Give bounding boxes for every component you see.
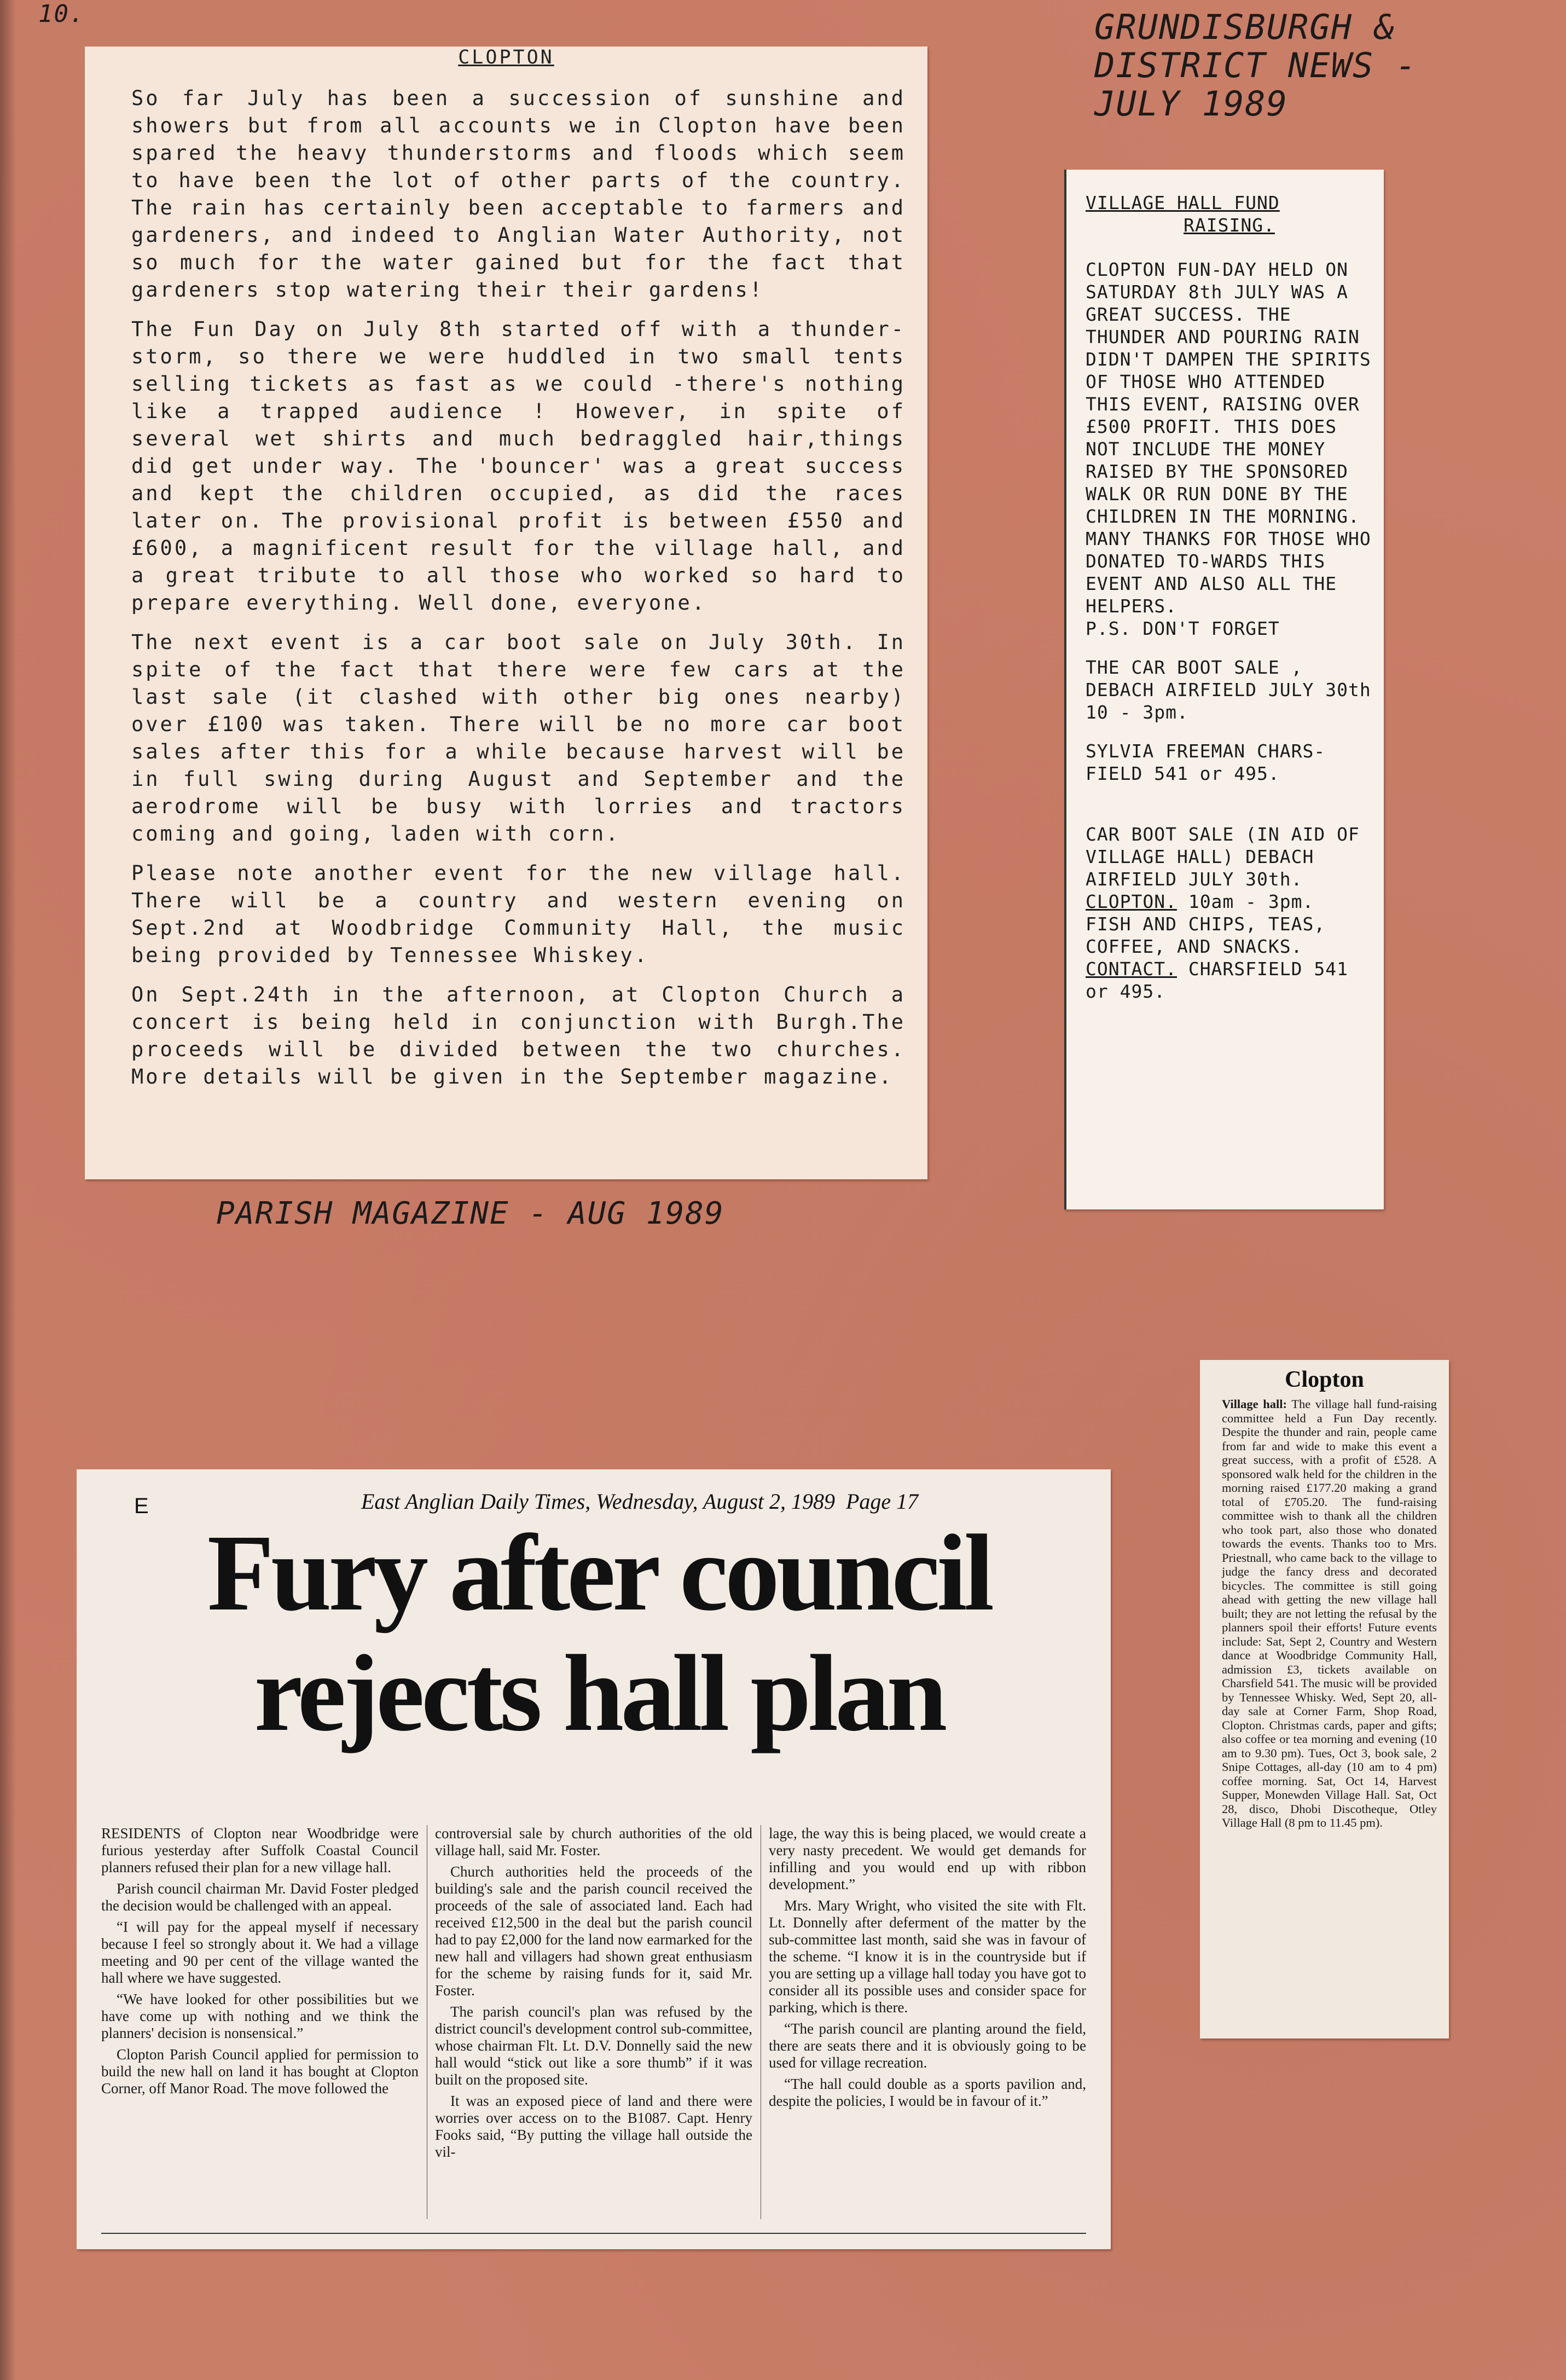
article-body [131,85,906,1103]
fund-food-line: FISH AND CHIPS, TEAS, COFFEE, AND SNACKS. [1086,913,1326,957]
news-paragraph: Parish council chairman Mr. David Foster pledged the decision would be challenged with an appeal. [101,1880,419,1914]
small-clip-title: Clopton [1285,1367,1364,1392]
news-paragraph: RESIDENTS of Clopton near Woodbridge were furious yesterday after Suffolk Coastal Council planners refused their plan for a new village hall. [101,1825,419,1875]
article-paragraph: Please note another event for the new village hall. There will be a country and western evening on Sept.2nd at Woodbridge Community Hall, the music being provided by Tennessee Whiskey. [131,861,906,967]
small-clopton-clipping [1200,1360,1449,2039]
fund-raising-clipping [1064,170,1384,1209]
article-title: CLOPTON [458,47,554,68]
news-paragraph: lage, the way this is being placed, we would create a very nasty precedent. We would get demands for infilling and you would end up with ribbon development.” [769,1825,1086,1892]
header-line-1: GRUNDISBURGH & [1094,7,1396,47]
fund-paragraph: CAR BOOT SALE (IN AID OF VILLAGE HALL) DEBACH AIRFIELD JULY 30th. [1086,824,1360,890]
fund-contact-line [1086,958,1373,1003]
fund-clopton-text: 10am - 3pm. [1176,891,1314,912]
parish-magazine-caption: PARISH MAGAZINE - AUG 1989 [216,1196,724,1231]
page-number: 10. [38,0,85,28]
headline-line-1: Fury after council [207,1513,991,1634]
edition-letter: E [134,1494,149,1518]
fund-contact-label: CONTACT. [1086,958,1177,980]
fund-heading-line-2: RAISING. [1184,215,1275,236]
article-paragraph: The Fun Day on July 8th started off with a thunder-storm, so there we were huddled in two small tents selling tickets as fast as we could -there's nothing like a trapped audience ! However, in spite of several wet shirts and much bedraggled hair,things did get under way. The 'bouncer' was a great success and kept the children occupied, as did the races later on. The provisional profit is between £550 and £600, a magnificent result for the village hall, and a great tribute to all those who worked so hard to prepare everything. Well done, everyone. [131,317,906,615]
article-paragraph: So far July has been a succession of sunshine and showers but from all accounts we in Clopton have been spared the heavy thunderstorms and floods which seem to have been the lot of other parts of the country. The rain has certainly been acceptable to farmers and gardeners, and indeed to Anglian Water Authority, not so much for the water gained but for the fact that gardeners stop watering their their gardens! [131,86,906,302]
headline-line-2: rejects hall plan [254,1633,944,1754]
news-paragraph: Church authorities held the proceeds of the building's sale and the parish council received the proceeds of the sale of associated land. Each had received £12,500 in the deal but the parish council had to pay £2,000 for the land now earmarked for the new hall and villagers had shown great enthusiasm for the scheme by raising funds for it, said Mr. Foster. [435,1863,752,1999]
fund-contact-text: CHARSFIELD 541 or 495. [1086,958,1348,1002]
news-paragraph: controversial sale by church authorities of the old village hall, said Mr. Foster. [435,1825,752,1858]
news-paragraph: “The hall could double as a sports pavilion and, despite the policies, I would be in favour of it.” [769,2076,1086,2109]
news-column-2 [435,1825,752,2165]
fund-paragraph: THE CAR BOOT SALE , DEBACH AIRFIELD JULY 30th 10 - 3pm. [1086,657,1371,723]
fund-heading-line-1: VILLAGE HALL FUND [1086,192,1280,213]
newspaper-dateline: East Anglian Daily Times, Wednesday, August 2, 1989 Page 17 [361,1489,919,1514]
news-paragraph: Clopton Parish Council applied for permission to build the new hall on land it has bought at Clopton Corner, off Manor Road. The move followed the [101,2046,419,2097]
fund-paragraph: CLOPTON FUN-DAY HELD ON SATURDAY 8th JULY WAS A GREAT SUCCESS. THE THUNDER AND POURING RAIN DIDN'T DAMPEN THE SPIRITS OF THOSE WHO ATTENDED THIS EVENT, RAISING OVER £500 PROFIT. THIS DOES NOT INCLUDE THE MONEY RAISED BY THE SPONSORED WALK OR RUN DONE BY THE CHILDREN IN THE MORNING. MANY THANKS FOR THOSE WHO DONATED TO-WARDS THIS EVENT AND ALSO ALL THE HELPERS. [1086,259,1371,617]
news-paragraph: The parish council's plan was refused by the district council's development control sub-committee, whose chairman Flt. Lt. D.V. Donnelly said the new hall would “stick out like a sore thumb” if it was built on the proposed site. [435,2003,752,2088]
news-paragraph: It was an exposed piece of land and there were worries over access on to the B1087. Capt. Henry Fooks said, “By putting the village hall outside the vil- [435,2093,752,2160]
fund-paragraph: SYLVIA FREEMAN CHARS-FIELD 541 or 495. [1086,740,1326,784]
bottom-rule [101,2233,1086,2234]
fund-ps: P.S. DON'T FORGET [1086,618,1280,639]
news-column-3 [769,1825,1086,2114]
news-paragraph: Mrs. Mary Wright, who visited the site with Flt. Lt. Donnelly after deferment of the matter by the sub-committee last month, said she was in favour of the scheme. “I know it is in the countryside but if you are setting up a village hall today you have got to consider all its possible uses and consider space for parking, which is there. [769,1897,1086,2016]
article-paragraph: On Sept.24th in the afternoon, at Clopton Church a concert is being held in conjunction with Burgh.The proceeds will be divided between the two churches. More details will be given in the September magazine. [131,983,906,1088]
handwritten-header [1094,8,1477,123]
header-line-2: DISTRICT NEWS - [1094,45,1417,85]
fund-clopton-label: CLOPTON. [1086,891,1177,912]
fund-clip-text [1086,192,1373,1003]
small-clip-lead: Village hall: [1222,1397,1287,1411]
article-paragraph: The next event is a car boot sale on July 30th. In spite of the fact that there were few cars at the last sale (it clashed with other big ones nearby) over £100 was taken. There will be no more car boot sales after this for a while because harvest will be in full swing during August and September and the aerodrome will be busy with lorries and tractors coming and going, laden with corn. [131,630,906,846]
newspaper-clipping [77,1469,1111,2249]
clopton-article-clipping [85,47,927,1179]
news-paragraph: “The parish council are planting around the field, there are seats there and it is obviously going to be used for village recreation. [769,2020,1086,2071]
news-paragraph: “We have looked for other possibilities but we have come up with nothing and we think the planners' decision is nonsensical.” [101,1991,419,2041]
header-line-3: JULY 1989 [1094,84,1288,124]
fund-clopton-line [1086,890,1373,913]
news-column-1 [101,1825,419,2101]
news-paragraph: “I will pay for the appeal myself if necessary because I feel so strongly about it. We had a village meeting and 90 per cent of the village wanted the hall where we have suggested. [101,1919,419,1986]
small-clip-text: The village hall fund-raising committee held a Fun Day recently. Despite the thunder and rain, people came from far and wide to make this event a great success, with a profit of £528. A sponsored walk held for the children in the morning raised £177.20 making a grand total of £705.20. The fund-raising committee wish to thank all the children who took part, also those who donated towards the events. Thanks too to Mrs. Priestnall, who came back to the village to judge the fancy dress and decorated bicycles. The committee is still going ahead with getting the new village hall built; they are not letting the refusal by the planners spoil their efforts! Future events include: Sat, Sept 2, Country and Western dance at Woodbridge Community Hall, admission £3, tickets available on Charsfield 541. The music will be provided by Tennessee Whisky. Wed, Sept 20, all-day sale at Corner Farm, Shop Road, Clopton. Christmas cards, paper and gifts; also coffee or tea morning and evening (10 am to 9.30 pm). Tues, Oct 3, book sale, 2 Snipe Cottages, all-day (10 am to 4 pm) coffee morning. Sat, Oct 14, Harvest Supper, Monewden Village Hall. Sat, Oct 28, disco, Dhobi Discotheque, Otley Village Hall (8 pm to 11.45 pm). [1222,1397,1437,1829]
small-clip-body [1222,1397,1437,1830]
